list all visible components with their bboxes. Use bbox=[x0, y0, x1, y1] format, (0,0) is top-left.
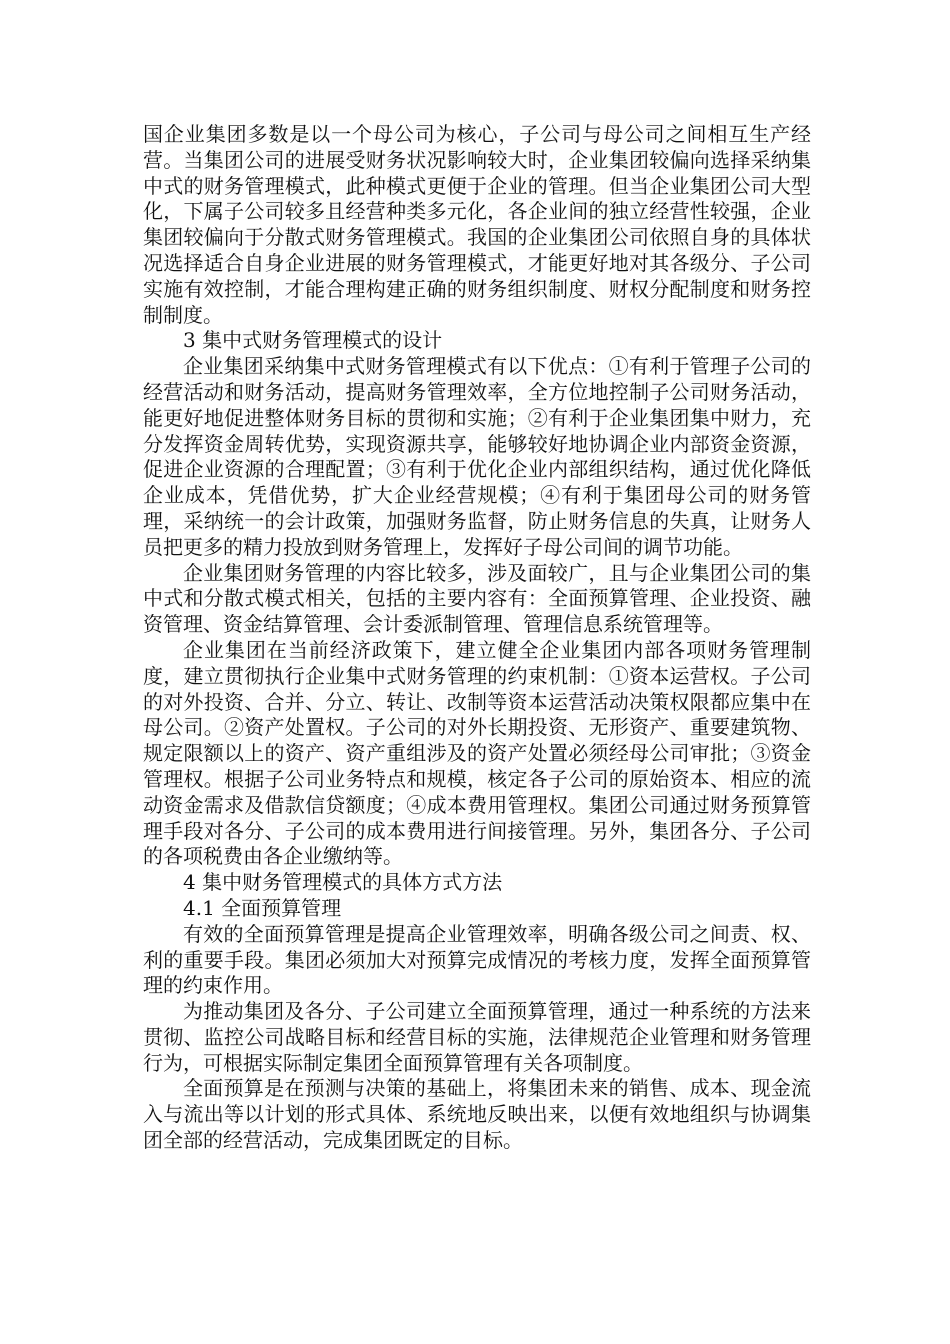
paragraph: 全面预算是在预测与决策的基础上，将集团未来的销售、成本、现金流入与流出等以计划的形式具体、系统地反映出来，以便有效地组织与协调集团全部的经营活动，完成集团既定的目标。 bbox=[143, 1076, 811, 1153]
paragraph: 有效的全面预算管理是提高企业管理效率，明确各级公司之间责、权、利的重要手段。集团必须加大对预算完成情况的考核力度，发挥全面预算管理的约束作用。 bbox=[143, 921, 811, 998]
section-heading: 3 集中式财务管理模式的设计 bbox=[183, 328, 443, 353]
section-heading: 4 集中财务管理模式的具体方式方法 bbox=[183, 870, 503, 895]
paragraph: 企业集团在当前经济政策下，建立健全企业集团内部各项财务管理制度，建立贯彻执行企业集中式财务管理的约束机制：①资本运营权。子公司的对外投资、合并、分立、转让、改制等资本运营活动决策权限都应集中在母公司。②资产处置权。子公司的对外长期投资、无形资产、重要建筑物、规定限额以上的资产、资产重组涉及的资产处置必须经母公司审批；③资金管理权。根据子公司业务特点和规模，核定各子公司的原始资本、相应的流动资金需求及借款信贷额度；④成本费用管理权。集团公司通过财务预算管理手段对各分、子公司的成本费用进行间接管理。另外，集团各分、子公司的各项税费由各企业缴纳等。 bbox=[143, 637, 811, 869]
paragraph: 企业集团采纳集中式财务管理模式有以下优点：①有利于管理子公司的经营活动和财务活动，提高财务管理效率，全方位地控制子公司财务活动，能更好地促进整体财务目标的贯彻和实施；②有利于企业集团集中财力，充分发挥资金周转优势，实现资源共享，能够较好地协调企业内部资金资源，促进企业资源的合理配置；③有利于优化企业内部组织结构，通过优化降低企业成本，凭借优势，扩大企业经营规模；④有利于集团母公司的财务管理，采纳统一的会计政策，加强财务监督，防止财务信息的失真，让财务人员把更多的精力投放到财务管理上，发挥好子母公司间的调节功能。 bbox=[143, 354, 811, 559]
paragraph: 企业集团财务管理的内容比较多，涉及面较广，且与企业集团公司的集中式和分散式模式相关，包括的主要内容有：全面预算管理、企业投资、融资管理、资金结算管理、会计委派制管理、管理信息系统管理等。 bbox=[143, 560, 811, 637]
document-body bbox=[143, 122, 811, 1154]
paragraph: 国企业集团多数是以一个母公司为核心，子公司与母公司之间相互生产经营。当集团公司的进展受财务状况影响较大时，企业集团较偏向选择采纳集中式的财务管理模式，此种模式更便于企业的管理。但当企业集团公司大型化，下属子公司较多且经营种类多元化，各企业间的独立经营性较强，企业集团较偏向于分散式财务管理模式。我国的企业集团公司依照自身的具体状况选择适合自身企业进展的财务管理模式，才能更好地对其各级分、子公司实施有效控制，才能合理构建正确的财务组织制度、财权分配制度和财务控制制度。 bbox=[143, 122, 811, 327]
subsection-heading: 4.1 全面预算管理 bbox=[183, 895, 342, 920]
paragraph: 为推动集团及各分、子公司建立全面预算管理，通过一种系统的方法来贯彻、监控公司战略目标和经营目标的实施，法律规范企业管理和财务管理行为，可根据实际制定集团全面预算管理有关各项制度。 bbox=[143, 999, 811, 1075]
